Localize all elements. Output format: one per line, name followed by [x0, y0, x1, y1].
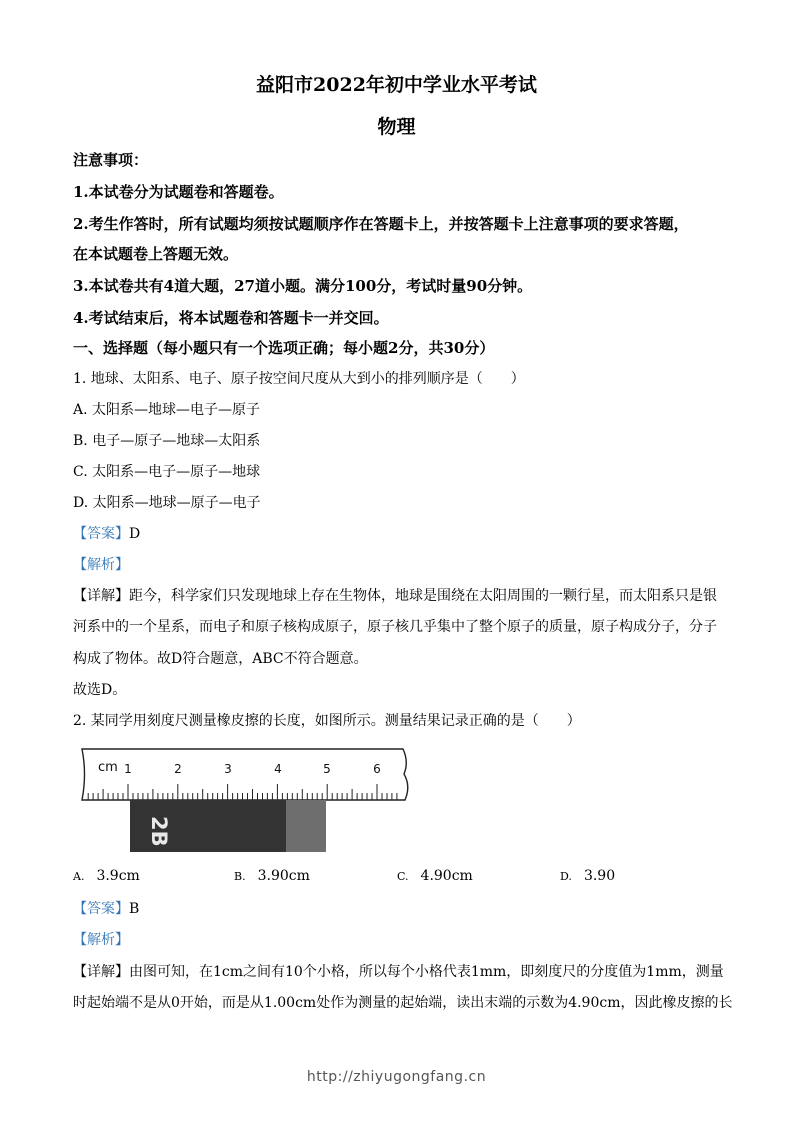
note-line: 在本试题卷上答题无效。 [73, 245, 239, 263]
ruler-number: 2 [174, 762, 182, 776]
question-1-option-a: A. 太阳系—地球—电子—原子 [73, 402, 261, 418]
eraser-label: 2B [147, 816, 171, 847]
question-2-option-d [560, 868, 615, 884]
ruler-number: 6 [373, 762, 381, 776]
option-value: 4.90cm [420, 868, 473, 884]
question-1-option-c: C. 太阳系—电子—原子—地球 [73, 464, 261, 480]
question-1-stem: 1. 地球、太阳系、电子、原子按空间尺度从大到小的排列顺序是（ ） [73, 371, 525, 387]
option-key: D. [560, 870, 572, 883]
option-value: 3.9cm [96, 868, 140, 884]
detail-text: 距今，科学家们只发现地球上存在生物体，地球是围绕在太阳周围的一颗行星，而太阳系只是银 [129, 588, 717, 604]
detail-tag: 【详解】 [73, 588, 129, 604]
note-line: 1.本试卷分为试题卷和答题卷。 [73, 183, 284, 201]
answer-tag: 【答案】 [73, 526, 129, 542]
option-key: B. [234, 870, 246, 883]
ruler-number: 4 [274, 762, 282, 776]
ruler-number: 1 [124, 762, 132, 776]
question-2-detail-line [73, 962, 724, 982]
notes-heading: 注意事项： [73, 151, 149, 169]
section-heading: 一、选择题（每小题只有一个选项正确；每小题2分，共30分） [73, 339, 495, 357]
answer-value: D [129, 526, 141, 542]
question-2-option-c [397, 868, 473, 884]
question-2-detail-line: 时起始端不是从0开始，而是从1.00cm处作为测量的起始端，读出末端的示数为4.90cm，因此橡皮擦的长 [73, 995, 733, 1011]
footer-url: http://zhiyugongfang.cn [306, 1069, 487, 1085]
ruler-number: 3 [224, 762, 232, 776]
note-line: 4.考试结束后，将本试题卷和答题卡一并交回。 [73, 309, 389, 327]
option-key: C. [397, 870, 409, 883]
question-1-detail-line [73, 586, 717, 606]
answer-tag: 【答案】 [73, 901, 129, 917]
note-line: 2.考生作答时，所有试题均须按试题顺序作在答题卡上，并按答题卡上注意事项的要求答题， [73, 215, 689, 233]
question-1-option-d: D. 太阳系—地球—原子—电子 [73, 495, 261, 511]
question-1-conclusion: 故选D。 [73, 682, 127, 698]
eraser-sleeve [286, 800, 326, 852]
question-2-stem: 2. 某同学用刻度尺测量橡皮擦的长度，如图所示。测量结果记录正确的是（ ） [73, 713, 581, 729]
ruler-figure [78, 744, 410, 856]
question-2-analysis-tag: 【解析】 [73, 932, 129, 948]
answer-value: B [129, 901, 140, 917]
ruler-unit-label: cm [98, 760, 118, 775]
question-1-detail-line: 河系中的一个星系，而电子和原子核构成原子，原子核几乎集中了整个原子的质量，原子构成分子，分子 [73, 619, 717, 635]
option-value: 3.90cm [257, 868, 310, 884]
ruler-number: 5 [323, 762, 331, 776]
option-value: 3.90 [583, 868, 616, 884]
option-key: A. [73, 870, 85, 883]
question-2-option-b [234, 868, 310, 884]
subject-title: 物理 [377, 116, 416, 138]
question-1-answer [73, 524, 140, 544]
question-1-analysis-tag: 【解析】 [73, 557, 129, 573]
question-2-answer [73, 899, 139, 919]
question-1-option-b: B. 电子—原子—地球—太阳系 [73, 433, 261, 449]
exam-title: 益阳市2022年初中学业水平考试 [256, 74, 537, 96]
ruler-svg [78, 744, 410, 856]
detail-tag: 【详解】 [73, 964, 129, 980]
note-line: 3.本试卷共有4道大题，27道小题。满分100分，考试时量90分钟。 [73, 277, 533, 295]
question-1-detail-line: 构成了物体。故D符合题意，ABC不符合题意。 [73, 651, 368, 667]
question-2-option-a [73, 868, 140, 884]
detail-text: 由图可知，在1cm之间有10个小格，所以每个小格代表1mm，即刻度尺的分度值为1mm，测量 [129, 964, 724, 980]
